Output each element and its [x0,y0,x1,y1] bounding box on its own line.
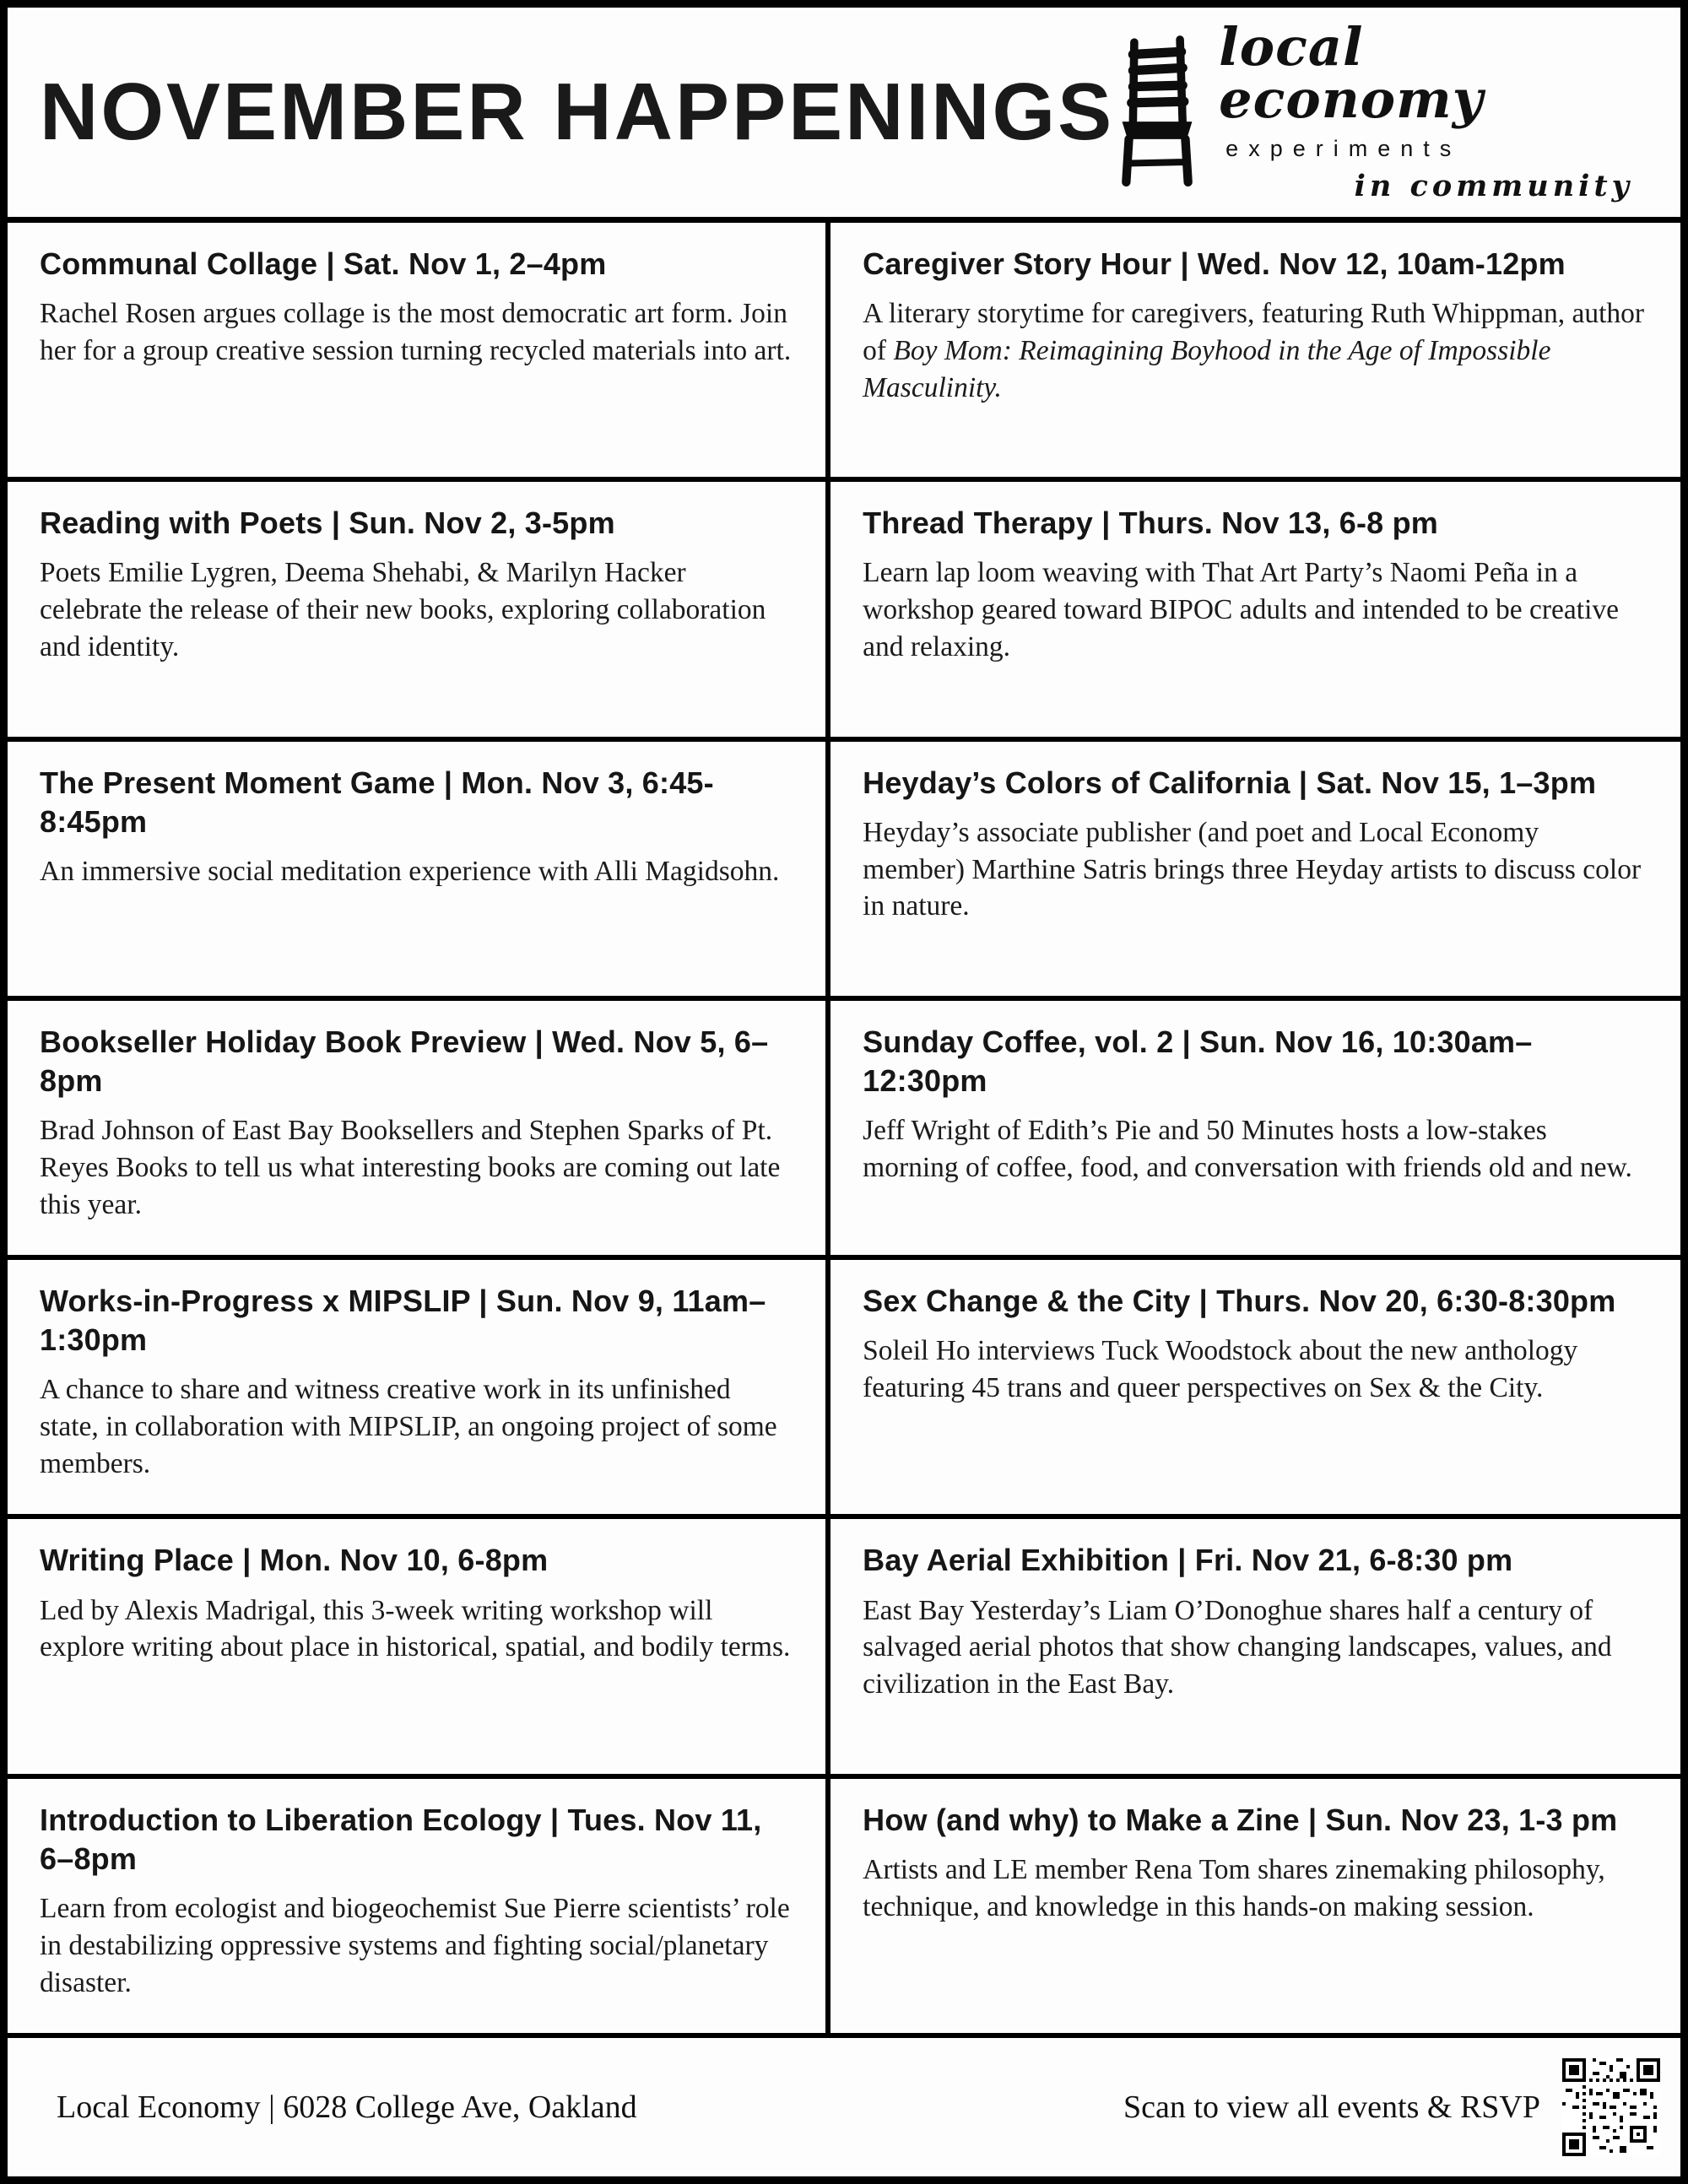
chair-icon [1114,30,1200,195]
event-title: Sunday Coffee, vol. 2 | Sun. Nov 16, 10:30am–12:30pm [863,1024,1533,1098]
event-title: Bookseller Holiday Book Preview | Wed. Nov 5, 6–8pm [40,1024,769,1098]
qr-code-icon [1562,2058,1660,2156]
event-description: Brad Johnson of East Bay Booksellers and Stephen Sparks of Pt. Reyes Books to tell us what interesting books are coming out late this year. [40,1115,781,1220]
event-title: How (and why) to Make a Zine | Sun. Nov 23, 1-3 pm [863,1802,1618,1837]
local-economy-logo [1114,16,1633,203]
event-cell-reading-with-poets [8,482,830,741]
event-cell-caregiver-story-hour [830,223,1680,482]
event-description: Poets Emilie Lygren, Deema Shehabi, & Marilyn Hacker celebrate the release of their new books, exploring collaboration and identity. [40,557,766,663]
header [8,8,1680,223]
event-title: The Present Moment Game | Mon. Nov 3, 6:45-8:45pm [40,765,714,839]
event-title: Thread Therapy | Thurs. Nov 13, 6-8 pm [863,505,1438,541]
event-description: Jeff Wright of Edith’s Pie and 50 Minutes hosts a low-stakes morning of coffee, food, and conversation with friends old and new. [863,1115,1632,1183]
event-title: Heyday’s Colors of California | Sat. Nov 15, 1–3pm [863,765,1597,800]
event-cell-communal-collage [8,223,830,482]
event-cell-works-in-progress-mipslip [8,1260,830,1519]
event-title: Caregiver Story Hour | Wed. Nov 12, 10am-12pm [863,246,1566,281]
event-description: Soleil Ho interviews Tuck Woodstock about the new anthology featuring 45 trans and queer perspectives on Sex & the City. [863,1335,1578,1404]
event-description: An immersive social meditation experience with Alli Magidsohn. [40,855,780,887]
event-description: Artists and LE member Rena Tom shares zinemaking philosophy, technique, and knowledge in this hands-on making session. [863,1853,1605,1922]
event-title: Communal Collage | Sat. Nov 1, 2–4pm [40,246,607,281]
event-title: Sex Change & the City | Thurs. Nov 20, 6:30-8:30pm [863,1284,1616,1319]
event-title: Reading with Poets | Sun. Nov 2, 3-5pm [40,505,615,541]
event-description-book-title: Boy Mom: Reimagining Boyhood in the Age of Impossible Masculinity. [863,334,1551,403]
event-description-text: A literary storytime for caregivers, featuring Ruth Whippman, author of [863,298,1645,366]
logo-wordmark: local economy [1219,16,1484,130]
event-description: East Bay Yesterday’s Liam O’Donoghue shares half a century of salvaged aerial photos that show changing landscapes, values, and civilization in the East Bay. [863,1594,1612,1700]
footer-scan [1123,2058,1660,2156]
event-description: Rachel Rosen argues collage is the most democratic art form. Join her for a group creative session turning recycled materials into art. [40,298,792,366]
event-title: Bay Aerial Exhibition | Fri. Nov 21, 6-8:30 pm [863,1543,1513,1578]
logo-subtitle: experiments [1225,136,1462,161]
event-title: Works-in-Progress x MIPSLIP | Sun. Nov 9, 11am–1:30pm [40,1284,766,1358]
event-cell-thread-therapy [830,482,1680,741]
footer-address: Local Economy | 6028 College Ave, Oakland [57,2089,637,2125]
event-cell-sunday-coffee [830,1001,1680,1260]
event-description: Learn from ecologist and biogeochemist Sue Pierre scientists’ role in destabilizing oppressive systems and fighting social/planetary disaster. [40,1892,790,1998]
event-cell-make-a-zine [830,1779,1680,2038]
event-description: A chance to share and witness creative work in its unfinished state, in collaboration with MIPSLIP, an ongoing project of some members. [40,1374,777,1480]
event-cell-bookseller-holiday-preview [8,1001,830,1260]
footer [8,2038,1680,2176]
event-description: Led by Alexis Madrigal, this 3-week writing workshop will explore writing about place in historical, spatial, and bodily terms. [40,1594,791,1663]
events-grid [8,223,1680,2038]
event-cell-present-moment-game [8,742,830,1001]
page-title: NOVEMBER HAPPENINGS [40,67,1115,157]
footer-scan-label: Scan to view all events & RSVP [1123,2089,1540,2125]
event-description: Learn lap loom weaving with That Art Party’s Naomi Peña in a workshop geared toward BIPOC adults and intended to be creative and relaxing. [863,557,1620,663]
event-cell-heyday-colors-of-california [830,742,1680,1001]
event-cell-liberation-ecology [8,1779,830,2038]
event-description [863,295,1647,407]
event-description: Heyday’s associate publisher (and poet and Local Economy member) Marthine Satris brings three Heyday artists to discuss color in nature. [863,816,1642,922]
logo-tagline: in community [1354,169,1633,203]
event-title: Writing Place | Mon. Nov 10, 6-8pm [40,1543,549,1578]
logo-text [1219,16,1633,203]
event-cell-bay-aerial-exhibition [830,1519,1680,1778]
event-cell-writing-place [8,1519,830,1778]
event-title: Introduction to Liberation Ecology | Tues. Nov 11, 6–8pm [40,1802,762,1876]
event-cell-sex-change-and-the-city [830,1260,1680,1519]
